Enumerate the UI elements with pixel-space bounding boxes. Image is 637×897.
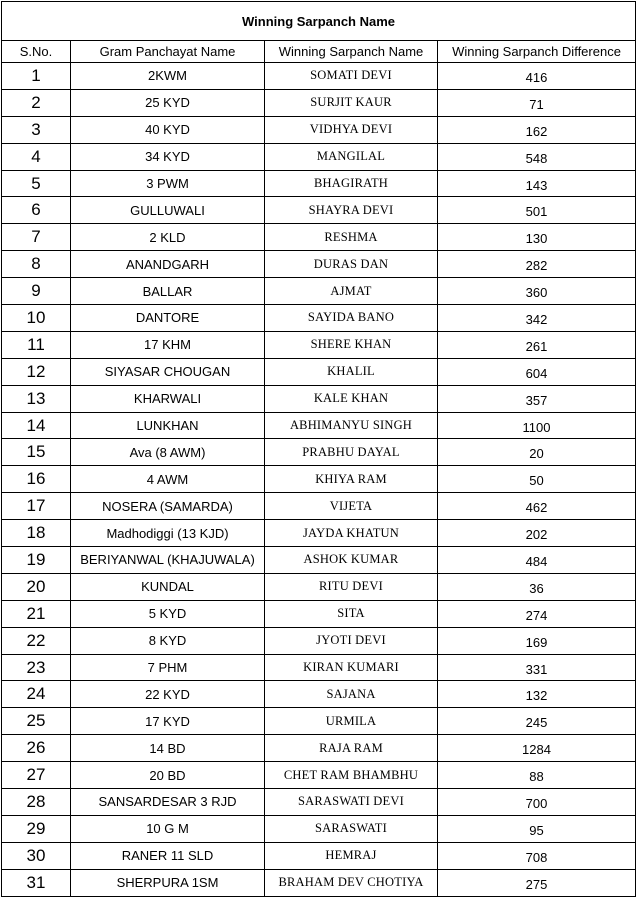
cell-gram-panchayat: 10 G M bbox=[71, 815, 265, 842]
table-row bbox=[2, 439, 636, 466]
cell-gram-panchayat: 22 KYD bbox=[71, 681, 265, 708]
cell-difference: 275 bbox=[438, 869, 636, 896]
cell-sarpanch-name: SARASWATI DEVI bbox=[265, 789, 438, 816]
table-row bbox=[2, 412, 636, 439]
cell-sno: 10 bbox=[2, 305, 71, 332]
cell-difference: 462 bbox=[438, 493, 636, 520]
cell-gram-panchayat: BERIYANWAL (KHAJUWALA) bbox=[71, 547, 265, 574]
cell-sno: 28 bbox=[2, 789, 71, 816]
cell-gram-panchayat: 4 AWM bbox=[71, 466, 265, 493]
cell-gram-panchayat: GULLUWALI bbox=[71, 197, 265, 224]
cell-difference: 169 bbox=[438, 627, 636, 654]
table-row bbox=[2, 708, 636, 735]
column-header-sno: S.No. bbox=[2, 41, 71, 63]
cell-sno: 12 bbox=[2, 358, 71, 385]
table-row bbox=[2, 520, 636, 547]
table-row bbox=[2, 116, 636, 143]
cell-sarpanch-name: RESHMA bbox=[265, 224, 438, 251]
cell-gram-panchayat: 7 PHM bbox=[71, 654, 265, 681]
cell-difference: 95 bbox=[438, 815, 636, 842]
cell-gram-panchayat: RANER 11 SLD bbox=[71, 842, 265, 869]
cell-gram-panchayat: 40 KYD bbox=[71, 116, 265, 143]
cell-difference: 274 bbox=[438, 600, 636, 627]
cell-difference: 342 bbox=[438, 305, 636, 332]
cell-difference: 331 bbox=[438, 654, 636, 681]
cell-sno: 4 bbox=[2, 143, 71, 170]
table-row bbox=[2, 547, 636, 574]
cell-sarpanch-name: SAJANA bbox=[265, 681, 438, 708]
cell-gram-panchayat: KUNDAL bbox=[71, 573, 265, 600]
cell-sarpanch-name: ABHIMANYU SINGH bbox=[265, 412, 438, 439]
cell-sno: 9 bbox=[2, 278, 71, 305]
cell-difference: 132 bbox=[438, 681, 636, 708]
cell-sno: 14 bbox=[2, 412, 71, 439]
table-row bbox=[2, 278, 636, 305]
cell-difference: 548 bbox=[438, 143, 636, 170]
cell-gram-panchayat: 25 KYD bbox=[71, 89, 265, 116]
cell-sno: 7 bbox=[2, 224, 71, 251]
cell-gram-panchayat: SANSARDESAR 3 RJD bbox=[71, 789, 265, 816]
cell-gram-panchayat: 2KWM bbox=[71, 63, 265, 90]
cell-difference: 143 bbox=[438, 170, 636, 197]
cell-difference: 20 bbox=[438, 439, 636, 466]
cell-difference: 1284 bbox=[438, 735, 636, 762]
cell-difference: 130 bbox=[438, 224, 636, 251]
table-row bbox=[2, 842, 636, 869]
table-row bbox=[2, 869, 636, 896]
cell-difference: 71 bbox=[438, 89, 636, 116]
cell-sno: 23 bbox=[2, 654, 71, 681]
cell-gram-panchayat: ANANDGARH bbox=[71, 251, 265, 278]
cell-sno: 1 bbox=[2, 63, 71, 90]
cell-sno: 19 bbox=[2, 547, 71, 574]
cell-sarpanch-name: VIJETA bbox=[265, 493, 438, 520]
cell-sarpanch-name: KHALIL bbox=[265, 358, 438, 385]
table-row bbox=[2, 251, 636, 278]
cell-sarpanch-name: DURAS DAN bbox=[265, 251, 438, 278]
table-row bbox=[2, 63, 636, 90]
table-row bbox=[2, 762, 636, 789]
cell-gram-panchayat: 5 KYD bbox=[71, 600, 265, 627]
cell-sno: 3 bbox=[2, 116, 71, 143]
cell-gram-panchayat: DANTORE bbox=[71, 305, 265, 332]
cell-sno: 26 bbox=[2, 735, 71, 762]
cell-sarpanch-name: SHERE KHAN bbox=[265, 331, 438, 358]
cell-sarpanch-name: SHAYRA DEVI bbox=[265, 197, 438, 224]
cell-sarpanch-name: KHIYA RAM bbox=[265, 466, 438, 493]
title-row bbox=[2, 2, 636, 41]
table-row bbox=[2, 466, 636, 493]
column-header-difference: Winning Sarpanch Difference bbox=[438, 41, 636, 63]
cell-sno: 13 bbox=[2, 385, 71, 412]
cell-sarpanch-name: JAYDA KHATUN bbox=[265, 520, 438, 547]
cell-sno: 18 bbox=[2, 520, 71, 547]
cell-sno: 29 bbox=[2, 815, 71, 842]
cell-sarpanch-name: URMILA bbox=[265, 708, 438, 735]
cell-gram-panchayat: SIYASAR CHOUGAN bbox=[71, 358, 265, 385]
cell-difference: 88 bbox=[438, 762, 636, 789]
cell-difference: 36 bbox=[438, 573, 636, 600]
cell-sarpanch-name: PRABHU DAYAL bbox=[265, 439, 438, 466]
table-row bbox=[2, 627, 636, 654]
cell-difference: 604 bbox=[438, 358, 636, 385]
cell-difference: 360 bbox=[438, 278, 636, 305]
table-body bbox=[2, 2, 636, 897]
table-row bbox=[2, 224, 636, 251]
cell-difference: 162 bbox=[438, 116, 636, 143]
table-title: Winning Sarpanch Name bbox=[2, 2, 636, 41]
cell-sarpanch-name: RAJA RAM bbox=[265, 735, 438, 762]
cell-difference: 708 bbox=[438, 842, 636, 869]
cell-gram-panchayat: 17 KHM bbox=[71, 331, 265, 358]
cell-sarpanch-name: KIRAN KUMARI bbox=[265, 654, 438, 681]
cell-difference: 1100 bbox=[438, 412, 636, 439]
table-row bbox=[2, 493, 636, 520]
cell-sno: 2 bbox=[2, 89, 71, 116]
cell-sno: 20 bbox=[2, 573, 71, 600]
cell-difference: 245 bbox=[438, 708, 636, 735]
cell-sarpanch-name: SARASWATI bbox=[265, 815, 438, 842]
cell-sno: 21 bbox=[2, 600, 71, 627]
cell-sno: 8 bbox=[2, 251, 71, 278]
cell-gram-panchayat: SHERPURA 1SM bbox=[71, 869, 265, 896]
cell-sno: 16 bbox=[2, 466, 71, 493]
table-row bbox=[2, 815, 636, 842]
cell-sarpanch-name: HEMRAJ bbox=[265, 842, 438, 869]
header-row bbox=[2, 41, 636, 63]
cell-sarpanch-name: CHET RAM BHAMBHU bbox=[265, 762, 438, 789]
table-row bbox=[2, 89, 636, 116]
cell-sarpanch-name: SITA bbox=[265, 600, 438, 627]
cell-gram-panchayat: BALLAR bbox=[71, 278, 265, 305]
cell-gram-panchayat: 2 KLD bbox=[71, 224, 265, 251]
column-header-sarpanch: Winning Sarpanch Name bbox=[265, 41, 438, 63]
cell-gram-panchayat: 34 KYD bbox=[71, 143, 265, 170]
cell-sno: 6 bbox=[2, 197, 71, 224]
cell-gram-panchayat: Ava (8 AWM) bbox=[71, 439, 265, 466]
cell-sarpanch-name: SURJIT KAUR bbox=[265, 89, 438, 116]
cell-difference: 484 bbox=[438, 547, 636, 574]
cell-sarpanch-name: RITU DEVI bbox=[265, 573, 438, 600]
cell-sno: 5 bbox=[2, 170, 71, 197]
cell-sarpanch-name: SOMATI DEVI bbox=[265, 63, 438, 90]
table-row bbox=[2, 305, 636, 332]
cell-gram-panchayat: Madhodiggi (13 KJD) bbox=[71, 520, 265, 547]
table-row bbox=[2, 573, 636, 600]
cell-sno: 27 bbox=[2, 762, 71, 789]
cell-difference: 282 bbox=[438, 251, 636, 278]
cell-sarpanch-name: AJMAT bbox=[265, 278, 438, 305]
cell-gram-panchayat: 3 PWM bbox=[71, 170, 265, 197]
table-row bbox=[2, 170, 636, 197]
cell-sarpanch-name: BHAGIRATH bbox=[265, 170, 438, 197]
cell-sno: 22 bbox=[2, 627, 71, 654]
table-row bbox=[2, 654, 636, 681]
table-row bbox=[2, 358, 636, 385]
sarpanch-results-table bbox=[1, 1, 636, 897]
cell-sarpanch-name: SAYIDA BANO bbox=[265, 305, 438, 332]
table-row bbox=[2, 735, 636, 762]
cell-sarpanch-name: BRAHAM DEV CHOTIYA bbox=[265, 869, 438, 896]
cell-difference: 261 bbox=[438, 331, 636, 358]
table-row bbox=[2, 681, 636, 708]
table-row bbox=[2, 197, 636, 224]
cell-sarpanch-name: JYOTI DEVI bbox=[265, 627, 438, 654]
cell-sarpanch-name: KALE KHAN bbox=[265, 385, 438, 412]
table-row bbox=[2, 331, 636, 358]
cell-sarpanch-name: VIDHYA DEVI bbox=[265, 116, 438, 143]
cell-sno: 17 bbox=[2, 493, 71, 520]
cell-gram-panchayat: LUNKHAN bbox=[71, 412, 265, 439]
cell-sarpanch-name: MANGILAL bbox=[265, 143, 438, 170]
cell-difference: 357 bbox=[438, 385, 636, 412]
cell-difference: 202 bbox=[438, 520, 636, 547]
cell-gram-panchayat: 17 KYD bbox=[71, 708, 265, 735]
cell-gram-panchayat: 14 BD bbox=[71, 735, 265, 762]
cell-difference: 501 bbox=[438, 197, 636, 224]
cell-sno: 25 bbox=[2, 708, 71, 735]
cell-sno: 11 bbox=[2, 331, 71, 358]
column-header-gram-panchayat: Gram Panchayat Name bbox=[71, 41, 265, 63]
cell-gram-panchayat: 8 KYD bbox=[71, 627, 265, 654]
table-row bbox=[2, 143, 636, 170]
cell-difference: 700 bbox=[438, 789, 636, 816]
table-row bbox=[2, 600, 636, 627]
cell-difference: 416 bbox=[438, 63, 636, 90]
cell-sno: 24 bbox=[2, 681, 71, 708]
cell-gram-panchayat: 20 BD bbox=[71, 762, 265, 789]
cell-sarpanch-name: ASHOK KUMAR bbox=[265, 547, 438, 574]
table-row bbox=[2, 385, 636, 412]
cell-gram-panchayat: NOSERA (SAMARDA) bbox=[71, 493, 265, 520]
cell-gram-panchayat: KHARWALI bbox=[71, 385, 265, 412]
cell-sno: 15 bbox=[2, 439, 71, 466]
cell-sno: 31 bbox=[2, 869, 71, 896]
cell-difference: 50 bbox=[438, 466, 636, 493]
cell-sno: 30 bbox=[2, 842, 71, 869]
